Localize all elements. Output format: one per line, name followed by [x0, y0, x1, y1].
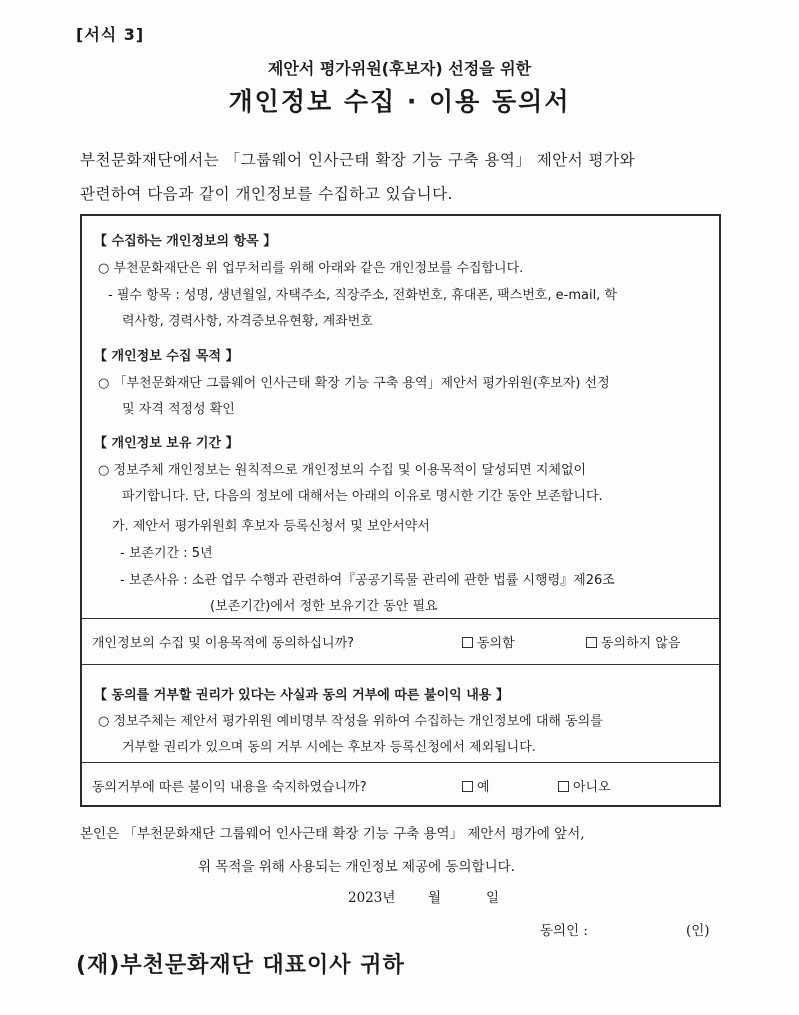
items-line-3: 력사항, 경력사항, 자격증보유현황, 계좌번호 — [122, 314, 373, 329]
retention-line-1: ○ 정보주체 개인정보는 원칙적으로 개인정보의 수집 및 이용목적이 달성되면 지체없이 — [98, 463, 587, 478]
addressee: (재)부천문화재단 대표이사 귀하 — [76, 953, 405, 978]
items-line-1: ○ 부천문화재단은 위 업무처리를 위해 아래와 같은 개인정보를 수집합니다. — [98, 261, 524, 276]
consent-agree-label: 동의함 — [477, 636, 515, 651]
refusal-line-1: ○ 정보주체는 제안서 평가위원 예비명부 작성을 위하여 수집하는 개인정보에 대해 동의를 — [98, 714, 603, 729]
date-month: 월 — [428, 890, 442, 906]
divider — [82, 664, 719, 665]
signer-seal: (인) — [686, 923, 710, 939]
retention-line-6: (보존기간)에서 정한 보유기간 동안 필요 — [210, 599, 438, 614]
purpose-line-2: 및 자격 적정성 확인 — [122, 402, 235, 417]
section-header-items: 【 수집하는 개인정보의 항목 】 — [94, 234, 277, 249]
declaration-line-1: 본인은 「부천문화재단 그룹웨어 인사근태 확장 기능 구축 용역」 제안서 평가에 앞서, — [80, 826, 585, 842]
retention-line-2: 파기합니다. 단, 다음의 정보에 대해서는 아래의 이유로 명시한 기간 동안 보존합니다. — [122, 489, 603, 504]
retention-line-5: - 보존사유 : 소관 업무 수행과 관련하여『공공기록물 관리에 관한 법률 시행령』제26조 — [120, 573, 615, 588]
acknowledge-yes-checkbox[interactable] — [462, 781, 473, 792]
retention-line-4: - 보존기간 : 5년 — [120, 546, 213, 561]
consent-question: 개인정보의 수집 및 이용목적에 동의하십니까? — [92, 636, 355, 651]
date-day: 일 — [486, 890, 500, 906]
items-line-2: - 필수 항목 : 성명, 생년월일, 자택주소, 직장주소, 전화번호, 휴대폰, 팩스번호, e-mail, 학 — [108, 288, 618, 303]
section-header-retention: 【 개인정보 보유 기간 】 — [94, 436, 239, 451]
purpose-line-1: ○ 「부천문화재단 그룹웨어 인사근태 확장 기능 구축 용역」제안서 평가위원(후보자) 선정 — [98, 376, 610, 391]
consent-form-box — [80, 214, 721, 807]
acknowledge-yes-option[interactable] — [462, 776, 490, 795]
section-header-purpose: 【 개인정보 수집 목적 】 — [94, 349, 239, 364]
consent-disagree-option[interactable] — [586, 632, 680, 651]
document-subtitle: 제안서 평가위원(후보자) 선정을 위한 — [267, 59, 532, 78]
divider — [82, 618, 719, 619]
acknowledge-no-checkbox[interactable] — [558, 781, 569, 792]
consent-disagree-label: 동의하지 않음 — [601, 636, 681, 651]
acknowledge-yes-label: 예 — [477, 780, 490, 795]
intro-line-2: 관련하여 다음과 같이 개인정보를 수집하고 있습니다. — [80, 185, 453, 203]
acknowledge-question: 동의거부에 따른 불이익 내용을 숙지하였습니까? — [92, 780, 367, 795]
document-title: 개인정보 수집 · 이용 동의서 — [228, 87, 571, 116]
divider — [82, 762, 719, 763]
signer-label: 동의인 : — [540, 923, 588, 939]
date-year: 2023년 — [348, 890, 396, 906]
acknowledge-no-option[interactable] — [558, 776, 611, 795]
acknowledge-no-label: 아니오 — [573, 780, 611, 795]
form-number: [서식 3] — [76, 25, 145, 44]
consent-agree-option[interactable] — [462, 632, 515, 651]
consent-disagree-checkbox[interactable] — [586, 637, 597, 648]
intro-line-1: 부천문화재단에서는 「그룹웨어 인사근태 확장 기능 구축 용역」 제안서 평가와 — [80, 151, 636, 169]
section-header-refusal: 【 동의를 거부할 권리가 있다는 사실과 동의 거부에 따른 불이익 내용 】 — [94, 688, 509, 703]
consent-agree-checkbox[interactable] — [462, 637, 473, 648]
refusal-line-2: 거부할 권리가 있으며 동의 거부 시에는 후보자 등록신청에서 제외됩니다. — [122, 740, 536, 755]
declaration-line-2: 위 목적을 위해 사용되는 개인정보 제공에 동의합니다. — [198, 859, 515, 875]
retention-line-3: 가. 제안서 평가위원회 후보자 등록신청서 및 보안서약서 — [112, 519, 430, 534]
